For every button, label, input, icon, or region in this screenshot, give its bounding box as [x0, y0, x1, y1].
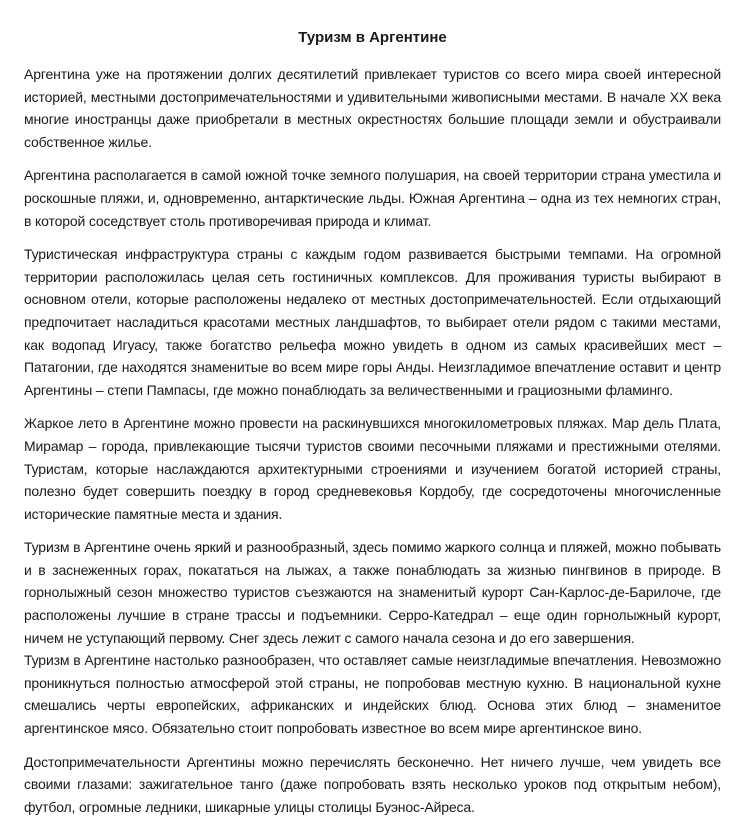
paragraph-attractions: Достопримечательности Аргентины можно перечислять бесконечно. Нет ничего лучше, чем увидеть все своими глазами: зажигательное танго (даже попробовать взять несколько уроков под открытым небом), футбол, огромные ледники, шикарные улицы столицы Буэнос-Айреса. — [24, 753, 721, 815]
paragraph-infrastructure: Туристическая инфраструктура страны с каждым годом развивается быстрыми темпами. На огромной территории расположилась целая сеть гостиничных комплексов. Для проживания туристы выбирают в основном отели, которые расположены недалеко от местных достопримечательностей. Если отдыхающий предпочитает насладиться красотами местных ландшафтов, то выбирает отели рядом с такими местами, как водопад Игуасу, также богатство рельефа можно увидеть в одном из самых красивейших мест – Патагонии, где находятся знаменитые во всем мире горы Анды. Неизгладимое впечатление оставит и центр Аргентины – степи Пампасы, где можно понаблюдать за величественными и грациозными фламинго. — [24, 246, 721, 398]
document-title: Туризм в Аргентине — [298, 29, 447, 46]
document-page — [24, 27, 721, 829]
paragraph-beaches: Жаркое лето в Аргентине можно провести на раскинувшихся многокилометровых пляжах. Мар дель Плата, Мирамар – города, привлекающие тысячи туристов своими песочными пляжами и престижными отелями. Туристам, которые наслаждаются архитектурными строениями и изучением богатой историей страны, полезно будет совершить поездку в город средневековья Кордобу, где сосредоточены многочисленные исторические памятные места и здания. — [24, 415, 721, 522]
paragraph-cuisine: Туризм в Аргентине настолько разнообразен, что оставляет самые неизгладимые впечатления. Невозможно проникнуться полностью атмосферой этой страны, не попробовав местную кухню. В национальной кухне смешались черты европейских, африканских и индейских блюд. Основа этих блюд – знаменитое аргентинское мясо. Обязательно стоит попробовать известное во всем мире аргентинское вино. — [24, 652, 721, 737]
paragraph-geography: Аргентина располагается в самой южной точке земного полушария, на своей территории страна уместила и роскошные пляжи, и, одновременно, антарктические льды. Южная Аргентина – одна из тех немногих стран, в которой соседствует столь противоречивая природа и климат. — [24, 167, 721, 229]
paragraph-history: Аргентина уже на протяжении долгих десятилетий привлекает туристов со всего мира своей интересной историей, местными достопримечательностями и удивительными живописными местами. В начале XX века многие иностранцы даже приобретали в местных окрестностях большие площади земли и обустраивали собственное жилье. — [24, 66, 721, 150]
paragraph-mountains: Туризм в Аргентине очень яркий и разнообразный, здесь помимо жаркого солнца и пляжей, можно побывать и в заснеженных горах, покататься на лыжах, а также понаблюдать за жизнью пингвинов в природе. В горнолыжный сезон множество туристов съезжаются на знаменитый курорт Сан-Карлос-де-Барилоче, где расположены лучшие в стране трассы и подъемники. Серро-Катедрал – еще один горнолыжный курорт, ничем не уступающий первому. Снег здесь лежит с самого начала сезона и до его завершения. — [24, 539, 721, 646]
